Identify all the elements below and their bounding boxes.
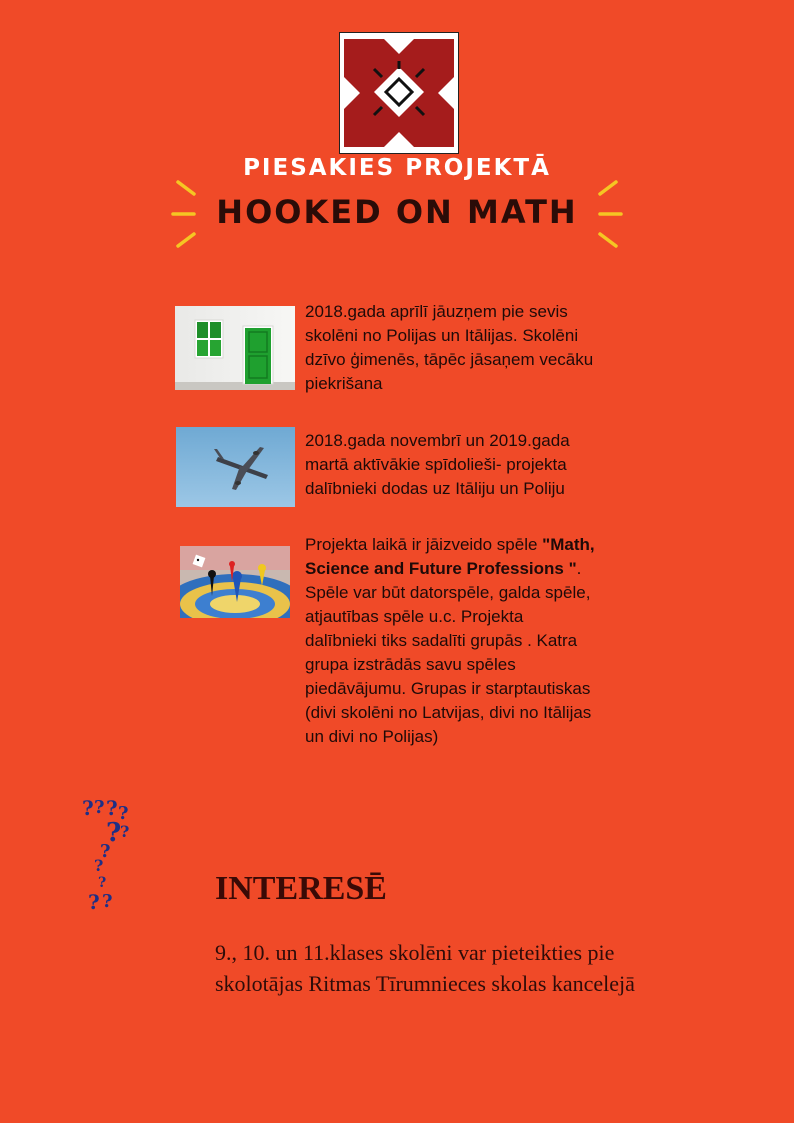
svg-text:?: ? xyxy=(106,818,122,848)
item-3-text-after: . Spēle var būt datorspēle, galda spēle, atjautības spēle u.c. Projekta dalībnieki tiks sadalīti grupās . Katra grupa izstrādās savu spēles piedāvājumu. Grupas ir starptautiskas (divi skolēni no Latvijas, divi no Itālijas un divi no Polijas) xyxy=(305,559,592,746)
question-marks-icon xyxy=(80,793,138,917)
item-3-game-name: "Math, Science and Future Professions " xyxy=(305,535,595,578)
item-3-text xyxy=(305,533,597,749)
header-subtitle: PIESAKIES PROJEKTĀ xyxy=(243,155,551,181)
svg-text:?: ? xyxy=(102,891,113,912)
svg-text:?: ? xyxy=(94,856,104,875)
svg-text:?: ? xyxy=(106,796,118,820)
school-logo xyxy=(339,32,459,154)
burst-right-icon xyxy=(594,178,624,250)
item-2-text: 2018.gada novembrī un 2019.gada martā aktīvākie spīdolieši- projekta dalībnieki dodas uz Itāliju un Poliju xyxy=(305,431,570,498)
svg-text:?: ? xyxy=(94,797,105,818)
svg-text:?: ? xyxy=(118,803,129,824)
airplane-photo xyxy=(176,427,295,507)
svg-text:?: ? xyxy=(98,875,107,891)
svg-text:?: ? xyxy=(120,822,130,841)
house-door-photo xyxy=(175,306,295,390)
item-1-text: 2018.gada aprīlī jāuzņem pie sevis skolēni no Polijas un Itālijas. Skolēni dzīvo ģimenēs, tāpēc jāsaņem vecāku piekrišana xyxy=(305,302,594,393)
main-title: HOOKED ON MATH xyxy=(216,193,578,231)
svg-text:?: ? xyxy=(88,890,100,914)
interest-body: 9., 10. un 11.klases skolēni var pieteikties pie skolotājas Ritmas Tīrumnieces skolas kancelejā xyxy=(215,940,635,996)
svg-text:?: ? xyxy=(82,796,94,820)
item-3-text-before: Projekta laikā ir jāizveido spēle xyxy=(305,535,543,554)
interest-heading: INTERESĒ xyxy=(215,870,387,907)
board-game-photo xyxy=(180,546,290,618)
svg-text:?: ? xyxy=(100,841,111,862)
